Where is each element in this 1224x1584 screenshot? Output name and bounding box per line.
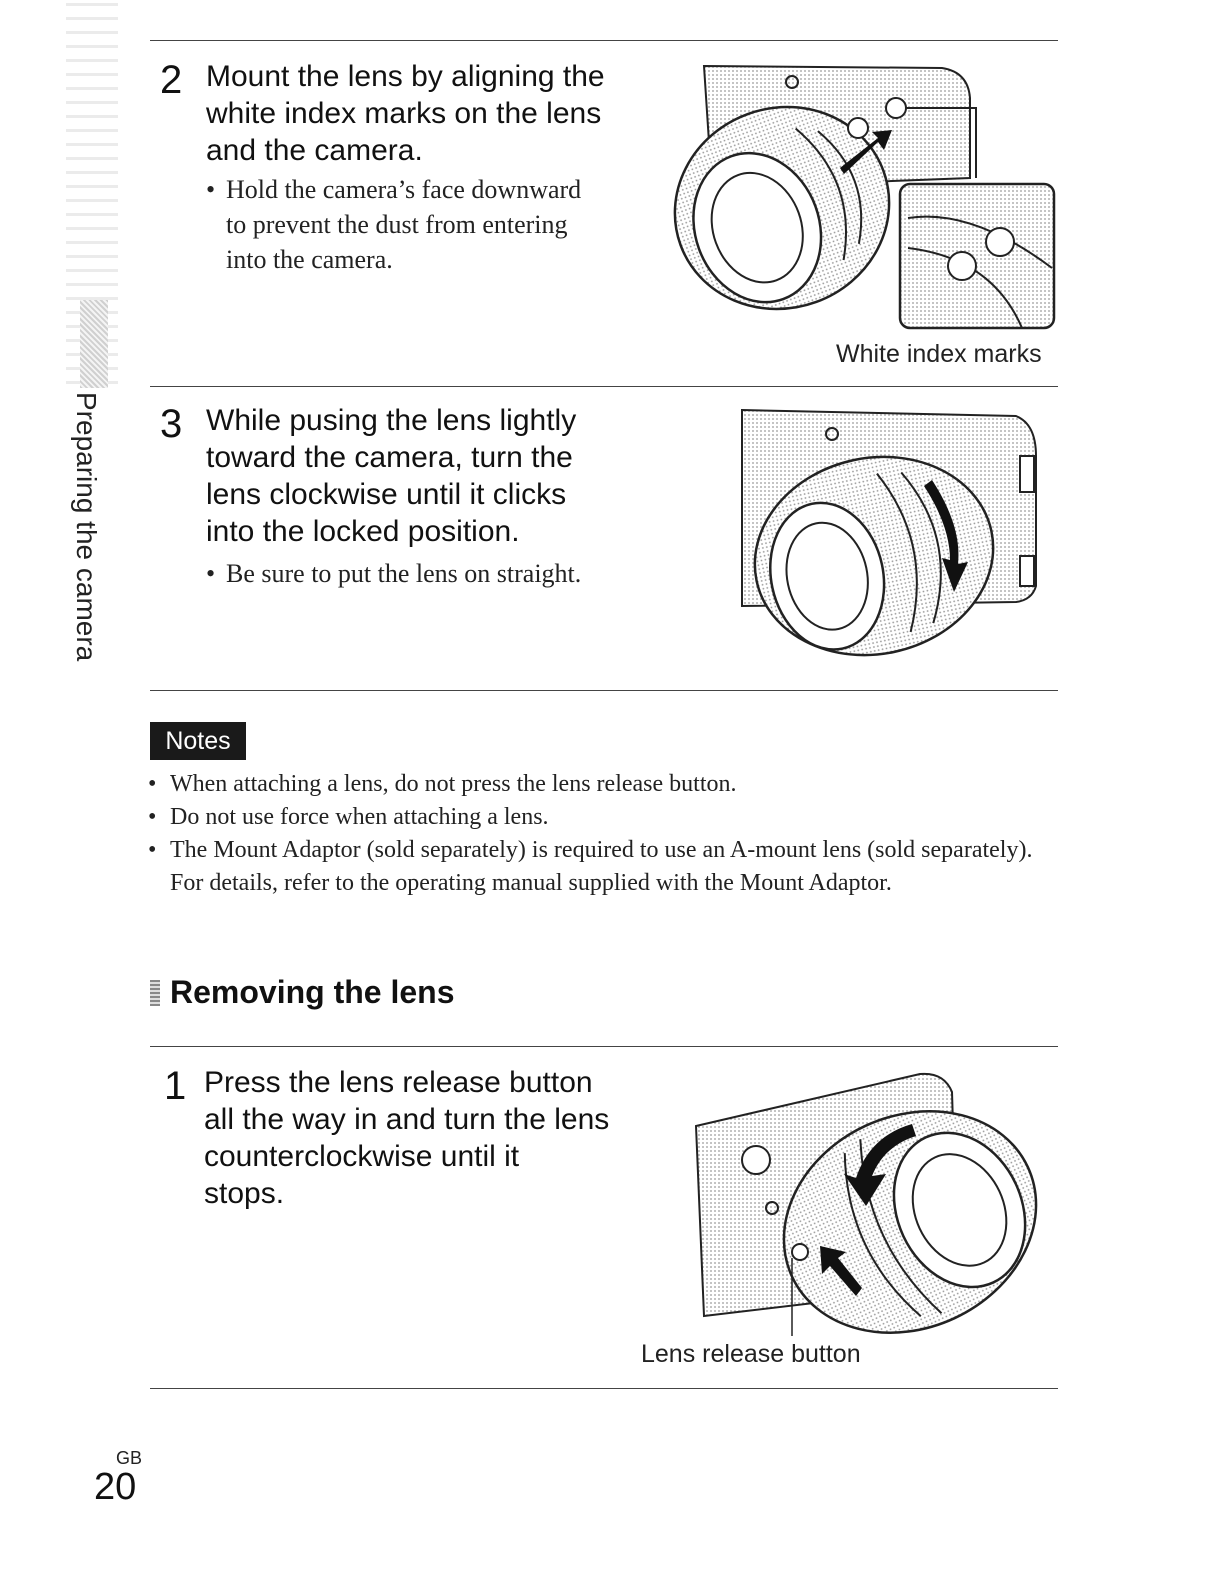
step-title-line: and the camera.: [206, 134, 423, 167]
step-title-line: counterclockwise until it: [204, 1140, 520, 1173]
section-heading-text: Removing the lens: [170, 974, 455, 1010]
side-tab-label: Preparing the camera: [71, 392, 102, 662]
notes-badge: Notes: [150, 722, 246, 760]
note-item: • When attaching a lens, do not press the lens release button.: [170, 768, 1040, 801]
bullet-line: • Hold the camera’s face downward: [226, 175, 582, 204]
section-marker: [150, 980, 160, 1006]
image-caption: Lens release button: [641, 1340, 861, 1368]
step-title: [204, 1064, 609, 1212]
remove-lens-illustration: [690, 1066, 1052, 1338]
bullet-line: • Be sure to put the lens on straight.: [226, 559, 582, 588]
side-tab: [62, 392, 106, 692]
step-title: [206, 402, 576, 550]
bullet-line: into the camera.: [226, 245, 393, 274]
step-title-line: stops.: [204, 1177, 285, 1210]
step-title: [206, 58, 605, 169]
note-item: • Do not use force when attaching a lens.: [170, 801, 1040, 834]
divider: [150, 1046, 1058, 1047]
region-code: GB: [116, 1448, 143, 1468]
mount-lens-illustration: [672, 58, 1064, 334]
step-number: 3: [160, 402, 183, 446]
divider: [150, 690, 1058, 691]
step-title-line: white index marks on the lens: [206, 97, 602, 130]
image-caption: White index marks: [836, 340, 1042, 368]
step-title-line: lens clockwise until it clicks: [206, 478, 567, 511]
note-item: • The Mount Adaptor (sold separately) is required to use an A-mount lens (sold separately). For details, refer to the operating manual supplied with the Mount Adaptor.: [170, 834, 1040, 900]
step-title-line: all the way in and turn the lens: [204, 1103, 610, 1136]
step-number: 2: [160, 58, 183, 102]
page-number: 20: [94, 1466, 137, 1508]
step-title-line: into the locked position.: [206, 515, 520, 548]
step-title-line: While pusing the lens lightly: [206, 404, 577, 437]
divider: [150, 386, 1058, 387]
divider: [150, 40, 1058, 41]
section-heading: [150, 974, 455, 1011]
step-bullet: [226, 172, 581, 277]
lock-lens-illustration: [736, 406, 1042, 662]
step-title-line: Press the lens release button: [204, 1066, 593, 1099]
divider: [150, 1388, 1058, 1389]
step-number: 1: [164, 1064, 187, 1108]
step-title-line: Mount the lens by aligning the: [206, 60, 605, 93]
side-tab-marker: [80, 300, 108, 388]
step-bullet: [226, 556, 581, 591]
step-title-line: toward the camera, turn the: [206, 441, 573, 474]
bullet-line: to prevent the dust from entering: [226, 210, 568, 239]
